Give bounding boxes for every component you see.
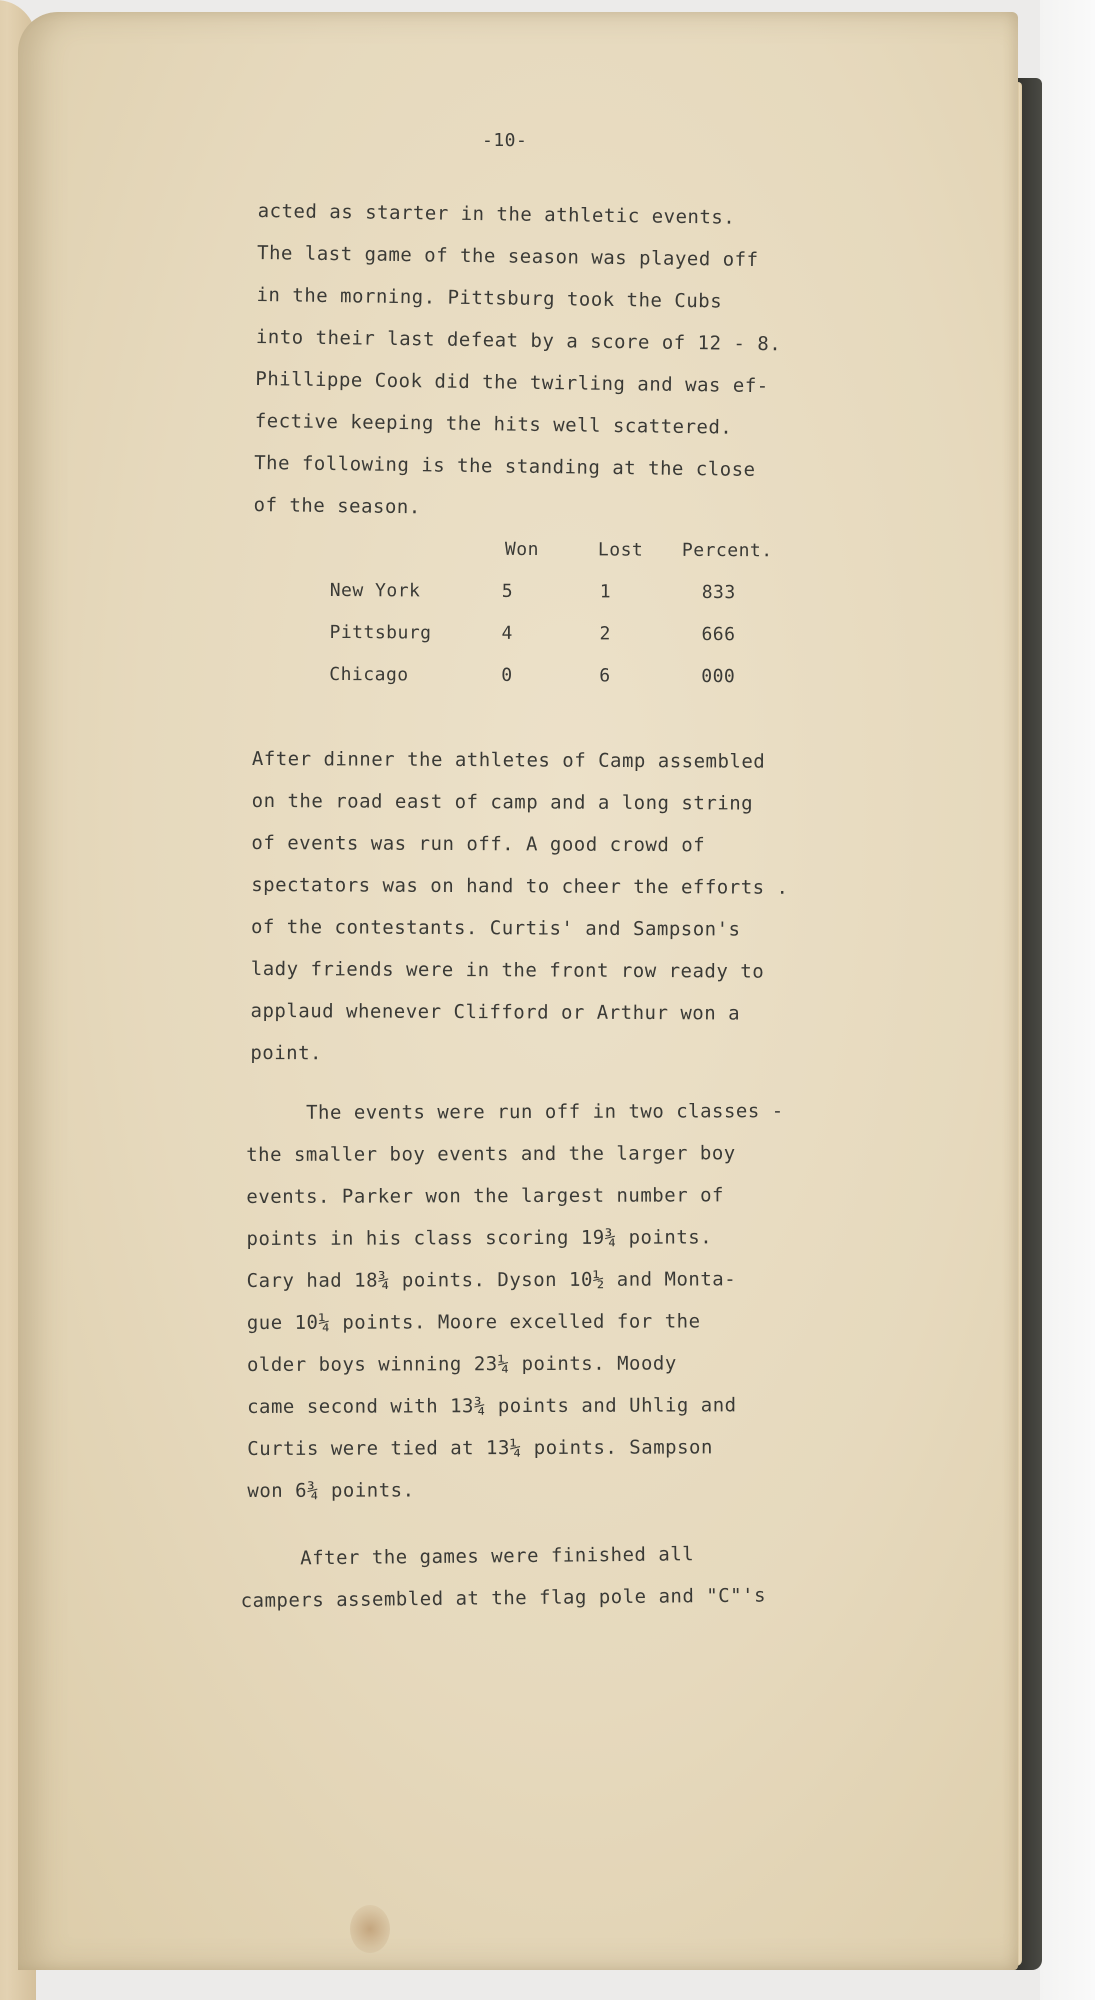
percent-value: 000 (701, 665, 736, 688)
won-value: 0 (501, 664, 513, 686)
table-row (329, 622, 789, 666)
text-line: the smaller boy events and the larger boy (246, 1142, 736, 1166)
column-header-won: Won (504, 538, 540, 561)
text-line: After the games were finished all (300, 1543, 695, 1570)
column-header-percent: Percent. (681, 539, 773, 562)
text-line: applaud whenever Clifford or Arthur won a (250, 999, 741, 1025)
team-name: Pittsburg (329, 621, 432, 644)
text-line: Cary had 18¾ points. Dyson 10½ and Monta- (246, 1268, 737, 1292)
text-line: The following is the standing at the close (254, 451, 756, 481)
team-name: New York (329, 579, 421, 602)
text-line: Curtis were tied at 13¼ points. Sampson (247, 1436, 713, 1460)
won-value: 5 (501, 580, 514, 602)
text-line: point. (250, 1041, 323, 1065)
percent-value: 833 (701, 581, 736, 604)
text-line: acted as starter in the athletic events. (257, 199, 736, 229)
text-line: on the road east of camp and a long string (251, 789, 754, 815)
text-line: Phillippe Cook did the twirling and was ef- (255, 367, 769, 398)
text-line: of events was run off. A good crowd of (251, 831, 706, 857)
text-line: gue 10¼ points. Moore excelled for the (246, 1310, 701, 1334)
paragraph-3 (246, 1090, 785, 1512)
stain-mark (350, 1905, 390, 1953)
paragraph-4 (240, 1532, 766, 1621)
paragraph-2 (250, 738, 789, 1077)
won-value: 4 (501, 622, 513, 644)
standings-header-row (330, 538, 790, 582)
text-line: events. Parker won the largest number of (246, 1184, 724, 1208)
text-line: older boys winning 23¼ points. Moody (246, 1352, 677, 1376)
background (1040, 0, 1095, 2000)
text-line: of the season. (253, 493, 421, 519)
text-line: came second with 13¾ points and Uhlig and (247, 1394, 737, 1418)
text-line: fective keeping the hits well scattered. (254, 409, 733, 439)
paragraph-1 (253, 190, 783, 533)
text-line: After dinner the athletes of Camp assembled (251, 747, 766, 773)
text-line: The last game of the season was played off (256, 241, 759, 271)
text-line: spectators was on hand to cheer the efforts . (251, 873, 789, 899)
text-line: points in his class scoring 19¾ points. (246, 1226, 713, 1250)
percent-value: 666 (701, 623, 736, 646)
text-line: into their last defeat by a score of 12 - 8. (255, 325, 782, 356)
text-line: won 6¾ points. (247, 1479, 415, 1502)
team-name: Chicago (329, 663, 409, 686)
text-line: The events were run off in two classes - (306, 1100, 784, 1124)
lost-value: 1 (599, 581, 612, 603)
column-header-lost: Lost (597, 539, 644, 561)
standings-table (329, 538, 790, 708)
table-row (330, 580, 790, 624)
page-number: -10- (482, 130, 528, 151)
text-line: lady friends were in the front row ready to (250, 957, 765, 983)
table-row (329, 664, 789, 708)
lost-value: 6 (599, 665, 611, 687)
text-line: in the morning. Pittsburg took the Cubs (256, 283, 723, 313)
lost-value: 2 (599, 623, 611, 645)
text-line: campers assembled at the flag pole and "C"'s (240, 1584, 767, 1612)
text-line: of the contestants. Curtis' and Sampson's (250, 915, 741, 941)
